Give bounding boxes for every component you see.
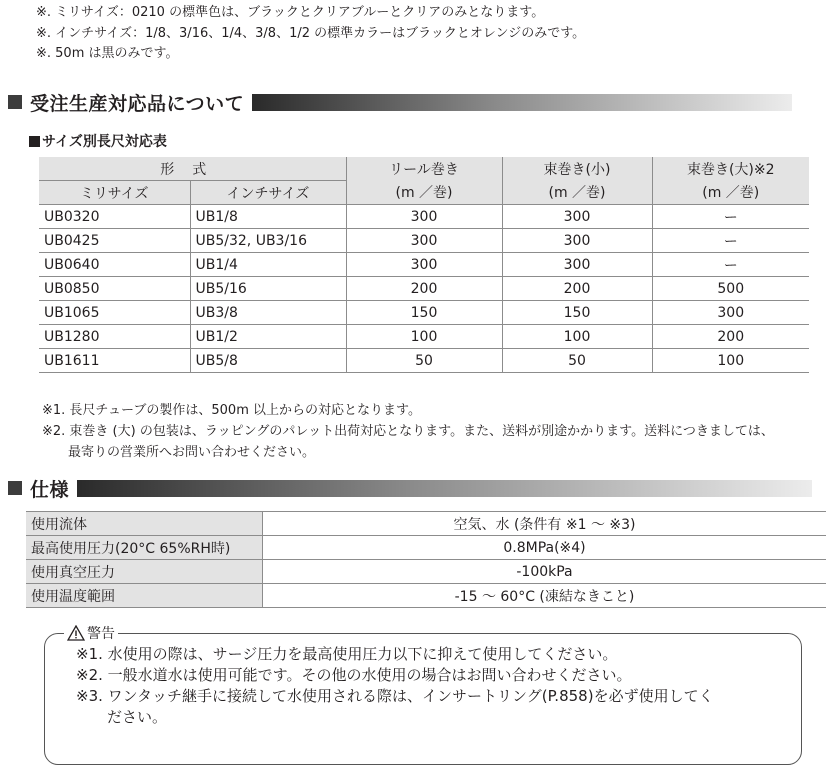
- table-note-1: ※1. 長尺チューブの製作は、500m 以上からの対応となります。: [42, 403, 421, 418]
- cell-bundle-large: ー: [652, 229, 809, 253]
- section-gradient-bar: [252, 94, 792, 111]
- cell-bundle-small: 200: [502, 277, 652, 301]
- table-row: [39, 277, 809, 301]
- cell-reel: 300: [346, 205, 502, 229]
- cell-mili: UB1065: [39, 301, 190, 325]
- spec-row: [26, 512, 826, 536]
- warning-line-1: ※1. 水使用の際は、サージ圧力を最高使用圧力以下に抑えて使用してください。: [76, 645, 618, 663]
- spec-value: 0.8MPa(※4): [263, 536, 827, 560]
- table-row: [39, 301, 809, 325]
- cell-bundle-small: 300: [502, 253, 652, 277]
- section-header-spec: [8, 476, 812, 500]
- warning-line-3: ※3. ワンタッチ継手に接続して水使用される際は、インサートリング(P.858)を必ず使用してく: [76, 687, 714, 705]
- table-note-2: ※2. 束巻き (大) の包装は、ラッピングのパレット出荷対応となります。また、送料が別途かかります。送料につきましては、: [42, 424, 774, 439]
- cell-inch: UB1/8: [190, 205, 346, 229]
- spec-value: -100kPa: [263, 560, 827, 584]
- cell-bundle-large: 200: [652, 325, 809, 349]
- cell-inch: UB5/16: [190, 277, 346, 301]
- cell-bundle-small: 150: [502, 301, 652, 325]
- table-header-row: [39, 157, 809, 181]
- cell-inch: UB3/8: [190, 301, 346, 325]
- cell-bundle-large: 300: [652, 301, 809, 325]
- cell-reel: 200: [346, 277, 502, 301]
- cell-bundle-small: 300: [502, 205, 652, 229]
- size-length-table: [39, 157, 809, 373]
- section-title: 受注生産対応品について: [30, 92, 245, 115]
- table-row: [39, 349, 809, 373]
- spec-row: [26, 536, 826, 560]
- cell-inch: UB5/8: [190, 349, 346, 373]
- spec-row: [26, 560, 826, 584]
- top-note-1: ※. ミリサイズ：0210 の標準色は、ブラックとクリアブルーとクリアのみとなります。: [36, 5, 545, 20]
- table-note-3: 最寄りの営業所へお問い合わせください。: [68, 445, 316, 460]
- top-note-2: ※. インチサイズ：1/8、3/16、1/4、3/8、1/2 の標準カラーはブラックとオレンジのみです。: [36, 26, 586, 41]
- section-square-icon: [8, 481, 22, 495]
- header-mili: ミリサイズ: [39, 181, 190, 205]
- table-subtitle-text: サイズ別長尺対応表: [42, 134, 167, 150]
- table-row: [39, 205, 809, 229]
- spec-key: 最高使用圧力(20°C 65%RH時): [26, 536, 263, 560]
- section-header-custom-order: [8, 90, 792, 114]
- cell-bundle-small: 100: [502, 325, 652, 349]
- cell-bundle-small: 50: [502, 349, 652, 373]
- header-reel: リール巻き: [346, 157, 502, 181]
- table-row: [39, 229, 809, 253]
- cell-reel: 100: [346, 325, 502, 349]
- black-square-icon: [29, 136, 40, 147]
- table-header-row-2: [39, 181, 809, 205]
- cell-mili: UB0640: [39, 253, 190, 277]
- cell-mili: UB0850: [39, 277, 190, 301]
- header-bundle-small: 束巻き(小): [502, 157, 652, 181]
- table-row: [39, 253, 809, 277]
- spec-key: 使用温度範囲: [26, 584, 263, 608]
- header-katashiki: 形式: [39, 157, 346, 181]
- warning-line-4: ださい。: [107, 708, 168, 726]
- cell-inch: UB5/32, UB3/16: [190, 229, 346, 253]
- cell-bundle-small: 300: [502, 229, 652, 253]
- section-title: 仕様: [30, 478, 70, 501]
- warning-title-text: 警告: [87, 626, 115, 642]
- cell-bundle-large: ー: [652, 205, 809, 229]
- warning-title: [64, 623, 118, 643]
- top-note-3: ※. 50m は黒のみです。: [36, 46, 179, 61]
- spec-row: [26, 584, 826, 608]
- spec-key: 使用流体: [26, 512, 263, 536]
- table-row: [39, 325, 809, 349]
- cell-bundle-large: 100: [652, 349, 809, 373]
- cell-reel: 50: [346, 349, 502, 373]
- cell-inch: UB1/4: [190, 253, 346, 277]
- cell-reel: 300: [346, 229, 502, 253]
- table-subtitle: [29, 131, 167, 151]
- header-unit-small: (m ／巻): [502, 181, 652, 205]
- section-gradient-bar: [77, 480, 812, 497]
- spec-value: 空気、水 (条件有 ※1 ～ ※3): [263, 512, 827, 536]
- cell-reel: 300: [346, 253, 502, 277]
- cell-bundle-large: ー: [652, 253, 809, 277]
- cell-mili: UB0320: [39, 205, 190, 229]
- spec-value: -15 ～ 60°C (凍結なきこと): [263, 584, 827, 608]
- header-inch: インチサイズ: [190, 181, 346, 205]
- cell-reel: 150: [346, 301, 502, 325]
- spec-key: 使用真空圧力: [26, 560, 263, 584]
- warning-triangle-icon: [67, 625, 85, 641]
- cell-mili: UB1280: [39, 325, 190, 349]
- cell-inch: UB1/2: [190, 325, 346, 349]
- spec-table: [26, 511, 826, 608]
- header-unit-large: (m ／巻): [652, 181, 809, 205]
- cell-bundle-large: 500: [652, 277, 809, 301]
- warning-line-2: ※2. 一般水道水は使用可能です。その他の水使用の場合はお問い合わせください。: [76, 666, 632, 684]
- cell-mili: UB1611: [39, 349, 190, 373]
- header-bundle-large: 束巻き(大)※2: [652, 157, 809, 181]
- header-unit-reel: (m ／巻): [346, 181, 502, 205]
- cell-mili: UB0425: [39, 229, 190, 253]
- section-square-icon: [8, 95, 22, 109]
